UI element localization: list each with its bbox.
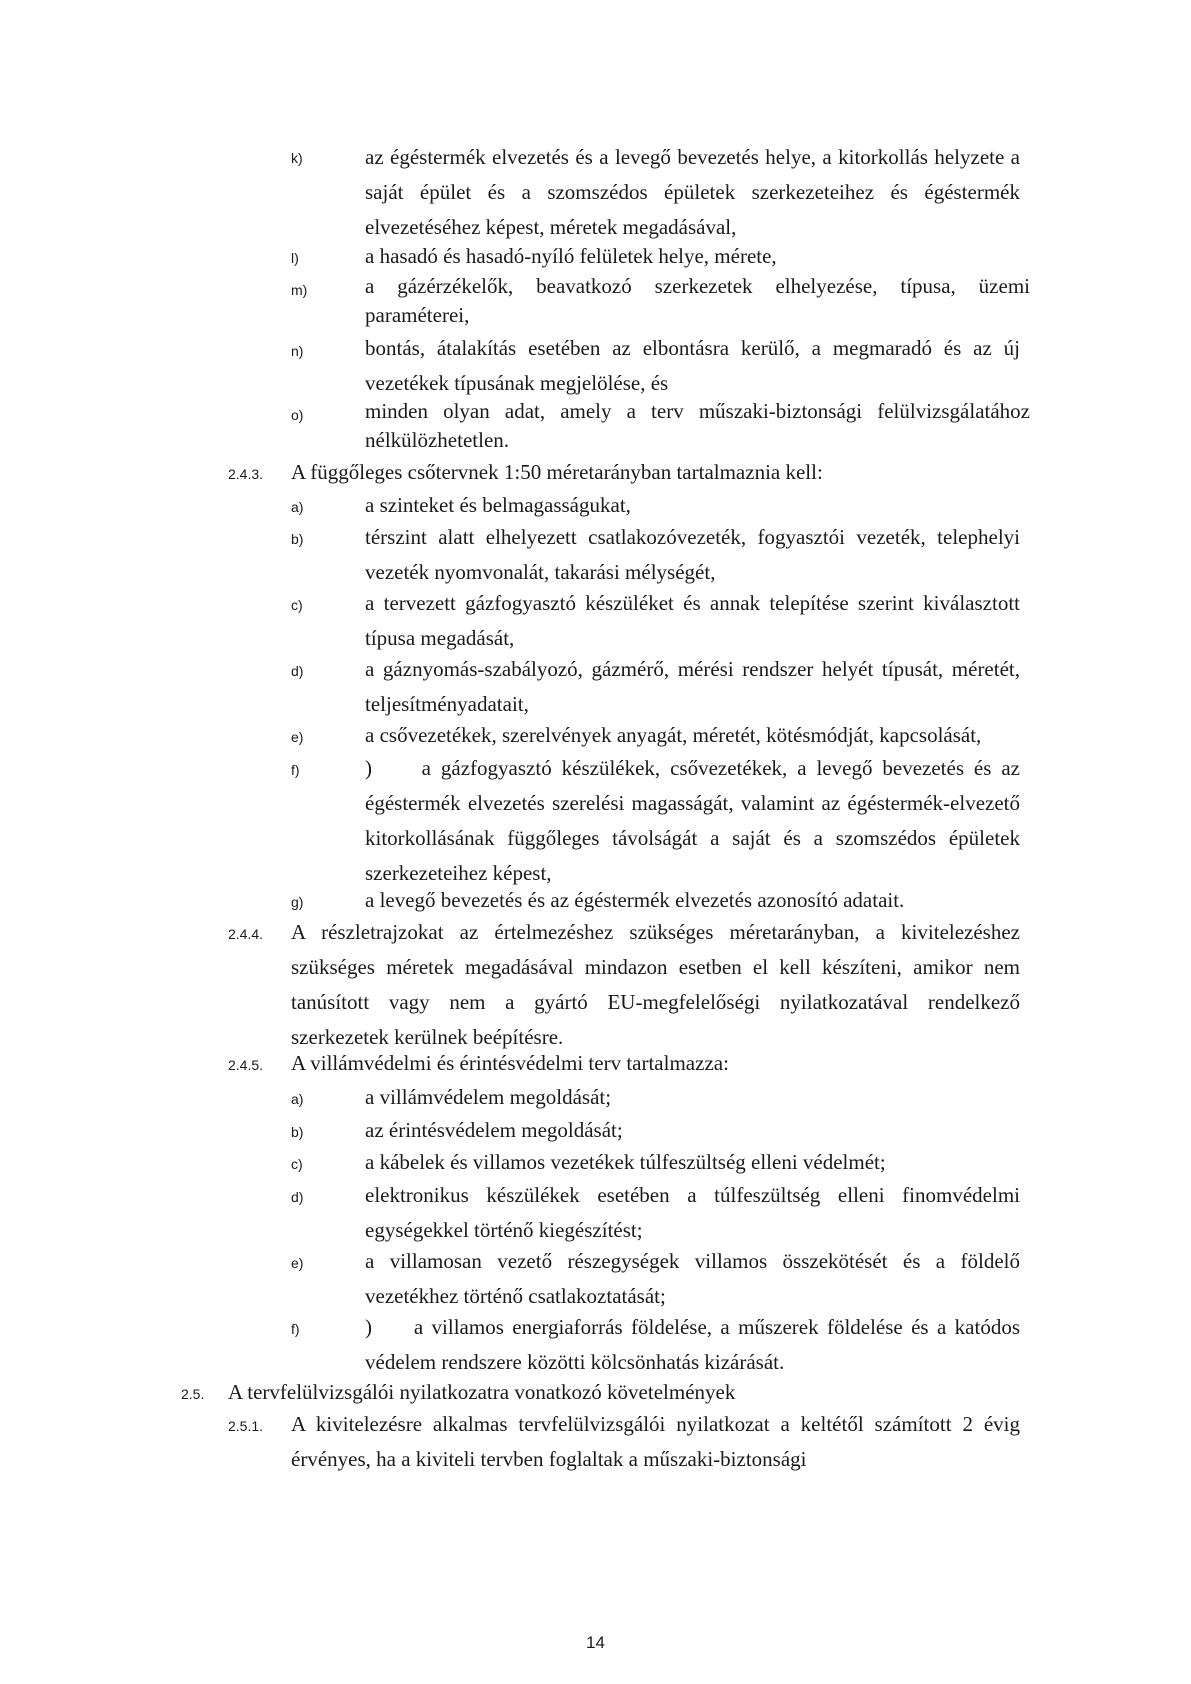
item-label-m: m) xyxy=(291,282,308,298)
page-number: 14 xyxy=(586,1633,605,1652)
item-text-k: az égéstermék elvezetés és a levegő bevezetés helye, a kitorkollás helyzete a saját épület és a szomszédos épületek szerkezeteihez és égéstermék elvezetéséhez képest, méretek megadásával, xyxy=(365,145,1020,239)
item-label-243-a: a) xyxy=(291,499,304,515)
section-text-2-4-4: A részletrajzokat az értelmezéshez szükséges méretarányban, a kivitelezéshez szükséges méretek megadásával mindazon esetben el kell készíteni, amikor nem tanúsított vagy nem a gyártó EU-megfelelőségi nyilatkozatával rendelkező szerkezetek kerülnek beépítésre. xyxy=(291,920,1020,1049)
item-label-243-c: c) xyxy=(291,597,303,613)
item-label-243-d: d) xyxy=(291,663,304,679)
item-label-o: o) xyxy=(291,407,304,423)
item-text-243-d: a gáznyomás-szabályozó, gázmérő, mérési rendszer helyét típusát, méretét, teljesítményadatait, xyxy=(365,657,1020,716)
item-label-l: l) xyxy=(291,250,299,266)
item-label-245-f: f) xyxy=(291,1321,300,1337)
item-text-l: a hasadó és hasadó-nyíló felületek helye, mérete, xyxy=(365,244,777,268)
item-text-243-c: a tervezett gázfogyasztó készüléket és annak telepítése szerint kiválasztott típusa megadását, xyxy=(365,591,1020,650)
item-text-245-e: a villamosan vezető részegységek villamos összekötését és a földelő vezetékhez történő csatlakoztatását; xyxy=(365,1249,1020,1308)
item-text-245-d: elektronikus készülékek esetében a túlfeszültség elleni finomvédelmi egységekkel történő kiegészítést; xyxy=(365,1183,1020,1242)
item-text-243-a: a szinteket és belmagasságukat, xyxy=(365,493,631,517)
item-text-245-a: a villámvédelem megoldását; xyxy=(365,1085,612,1109)
item-text-243-e: a csővezetékek, szerelvények anyagát, méretét, kötésmódját, kapcsolását, xyxy=(365,723,982,747)
section-text-2-5-1: A kivitelezésre alkalmas tervfelülvizsgálói nyilatkozat a keltétől számított 2 évig érvényes, ha a kiviteli tervben foglaltak a műszaki-biztonsági xyxy=(291,1412,1020,1471)
item-label-n: n) xyxy=(291,343,304,359)
item-label-243-b: b) xyxy=(291,531,304,547)
item-label-k: k) xyxy=(291,150,303,166)
section-number-2-4-5: 2.4.5. xyxy=(228,1057,264,1073)
section-number-2-5-1: 2.5.1. xyxy=(228,1418,264,1434)
item-label-245-c: c) xyxy=(291,1156,303,1172)
item-text-n: bontás, átalakítás esetében az elbontásra kerülő, a megmaradó és az új vezetékek típusának megjelölése, és xyxy=(365,336,1020,395)
item-text-245-f: ) a villamos energiaforrás földelése, a műszerek földelése és a katódos védelem rendszere közötti kölcsönhatás kizárását. xyxy=(365,1315,1026,1374)
section-heading-2-5: A tervfelülvizsgálói nyilatkozatra vonatkozó követelmények xyxy=(228,1380,736,1404)
section-number-2-4-3: 2.4.3. xyxy=(228,466,264,482)
item-text-o: minden olyan adat, amely a terv műszaki-biztonsági felülvizsgálatához nélkülözhetetlen. xyxy=(365,399,1030,452)
item-label-245-e: e) xyxy=(291,1255,304,1271)
section-heading-2-4-5: A villámvédelmi és érintésvédelmi terv tartalmazza: xyxy=(291,1051,729,1075)
item-label-243-g: g) xyxy=(291,894,304,910)
item-text-243-g: a levegő bevezetés és az égéstermék elvezetés azonosító adatait. xyxy=(365,888,905,912)
item-text-m: a gázérzékelők, beavatkozó szerkezetek elhelyezése, típusa, üzemi paraméterei, xyxy=(365,274,1030,327)
item-label-245-d: d) xyxy=(291,1189,304,1205)
item-label-245-b: b) xyxy=(291,1124,304,1140)
item-label-243-e: e) xyxy=(291,729,304,745)
item-label-243-f: f) xyxy=(291,762,300,778)
section-number-2-4-4: 2.4.4. xyxy=(228,926,264,942)
item-text-243-f: ) a gázfogyasztó készülékek, csővezetékek, a levegő bevezetés és az égéstermék elvezetés szerelési magasságát, valamint az égéstermék-elvezető kitorkollásának függőleges távolságát a saját és a szomszédos épületek szerkezeteihez képest, xyxy=(365,756,1026,885)
item-text-245-b: az érintésvédelem megoldását; xyxy=(365,1118,623,1142)
item-text-243-b: térszint alatt elhelyezett csatlakozóvezeték, fogyasztói vezeték, telephelyi vezeték nyomvonalát, takarási mélységét, xyxy=(365,525,1020,584)
section-number-2-5: 2.5. xyxy=(181,1386,205,1402)
item-label-245-a: a) xyxy=(291,1091,304,1107)
section-heading-2-4-3: A függőleges csőtervnek 1:50 méretarányban tartalmaznia kell: xyxy=(291,460,823,484)
item-text-245-c: a kábelek és villamos vezetékek túlfeszültség elleni védelmét; xyxy=(365,1150,886,1174)
